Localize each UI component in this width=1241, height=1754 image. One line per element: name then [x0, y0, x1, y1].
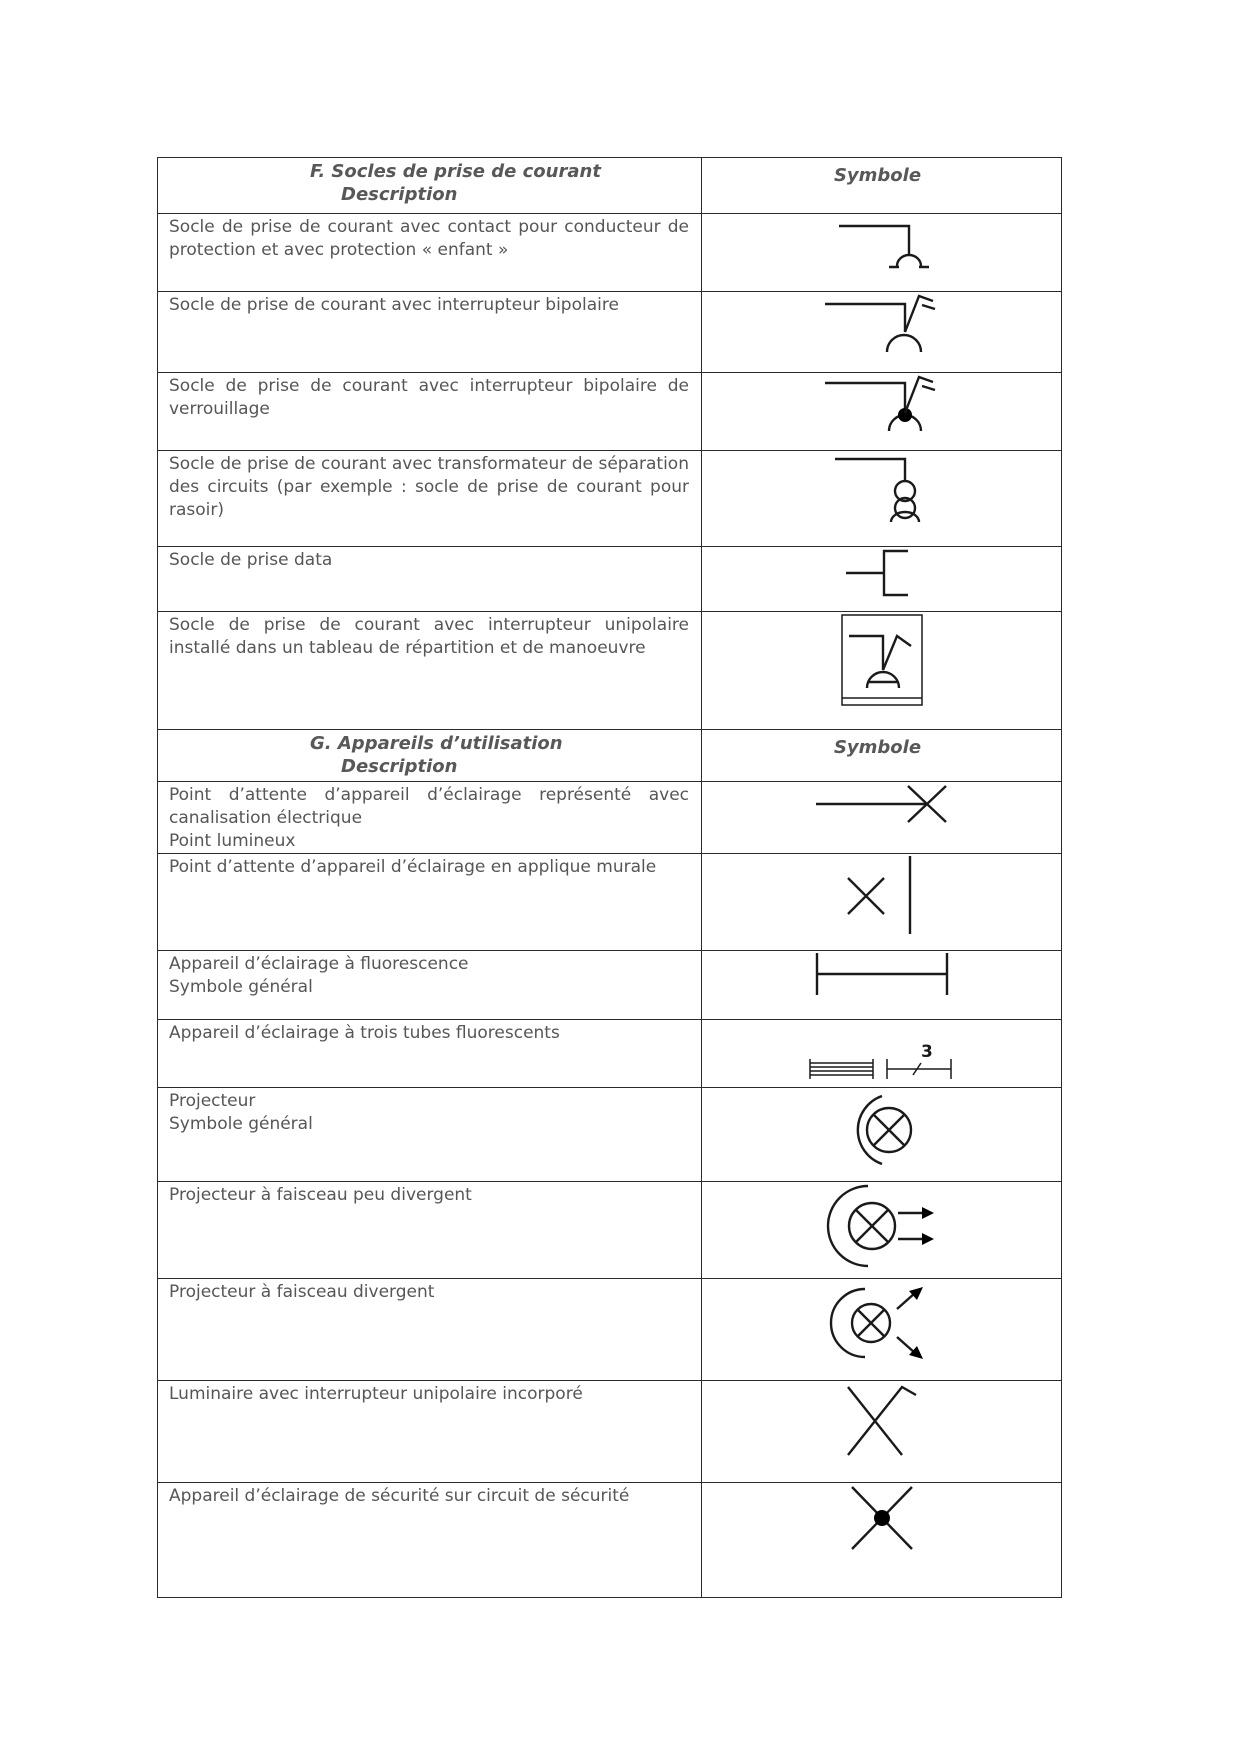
projector-symbol	[842, 1088, 922, 1168]
symbol-cell	[702, 854, 1062, 951]
description-line: Socle de prise de courant avec transformateur de séparation des circuits (par exemple : socle de prise de courant pour rasoir)	[169, 454, 689, 520]
description-text	[158, 292, 701, 317]
symbol-cell	[702, 373, 1062, 451]
emergency-light-symbol	[846, 1483, 918, 1553]
description-cell	[158, 1381, 702, 1483]
description-line: Point d’attente d’appareil d’éclairage en applique murale	[169, 857, 657, 877]
symbol-cell	[702, 547, 1062, 612]
symbol-column-cell	[702, 730, 1062, 782]
symbol-column-cell	[702, 158, 1062, 214]
description-column-header: Description	[341, 184, 458, 205]
description-text	[158, 1279, 701, 1304]
description-cell	[158, 1182, 702, 1279]
description-line: Socle de prise de courant avec interrupteur bipolaire	[169, 295, 619, 315]
fluorescent-symbol	[814, 951, 950, 997]
table-row	[158, 547, 1062, 612]
table-row	[158, 951, 1062, 1020]
description-line: Luminaire avec interrupteur unipolaire incorporé	[169, 1384, 583, 1404]
symbol-cell	[702, 782, 1062, 854]
symbol-cell	[702, 451, 1062, 547]
description-cell	[158, 214, 702, 292]
table-row	[158, 373, 1062, 451]
three-tube-fluorescent-symbol	[807, 1041, 957, 1081]
table-row	[158, 1182, 1062, 1279]
symbol-cell	[702, 1381, 1062, 1483]
description-line: Projecteur à faisceau peu divergent	[169, 1185, 472, 1205]
description-text	[158, 373, 701, 421]
wide-beam-projector-symbol	[827, 1279, 937, 1367]
section-heading	[158, 730, 702, 782]
section-header-row	[158, 158, 1062, 214]
section-header-row	[158, 730, 1062, 782]
socket-transformer-symbol	[827, 451, 937, 523]
description-cell	[158, 854, 702, 951]
table-row	[158, 451, 1062, 547]
description-cell	[158, 1088, 702, 1182]
socket-child-protection-symbol	[827, 214, 937, 274]
symbol-cell	[702, 612, 1062, 730]
description-line: Symbole général	[169, 1114, 313, 1134]
description-line: Point lumineux	[169, 831, 296, 851]
description-column-header: Description	[341, 756, 458, 777]
socket-locking-switch-symbol	[817, 373, 947, 437]
symbol-cell	[702, 1182, 1062, 1279]
table-row	[158, 292, 1062, 373]
section-heading	[158, 158, 702, 214]
table-row	[158, 1020, 1062, 1088]
table-row	[158, 1279, 1062, 1381]
symbol-column-header: Symbole	[833, 737, 922, 758]
luminaire-switch-symbol	[842, 1381, 922, 1461]
description-line: Socle de prise de courant avec contact pour conducteur de protection et avec protection « enfant »	[169, 217, 689, 260]
symbol-column-header: Symbole	[833, 165, 922, 186]
description-cell	[158, 782, 702, 854]
description-line: Socle de prise de courant avec interrupteur bipolaire de verrouillage	[169, 376, 689, 419]
description-line: Point d’attente d’appareil d’éclairage représenté avec canalisation électrique	[169, 785, 689, 828]
description-text	[158, 1088, 701, 1136]
description-text	[158, 1381, 701, 1406]
table-row	[158, 1381, 1062, 1483]
description-line: Appareil d’éclairage de sécurité sur circuit de sécurité	[169, 1486, 630, 1506]
symbol-cell	[702, 1483, 1062, 1598]
description-text	[158, 1182, 701, 1207]
description-cell	[158, 1279, 702, 1381]
description-cell	[158, 292, 702, 373]
description-cell	[158, 451, 702, 547]
symbol-cell	[702, 1088, 1062, 1182]
description-line: Projecteur	[169, 1091, 256, 1111]
description-cell	[158, 1020, 702, 1088]
description-text	[158, 1020, 701, 1045]
table-row	[158, 782, 1062, 854]
section-title: G. Appareils d’utilisation	[310, 733, 563, 754]
description-cell	[158, 612, 702, 730]
symbol-cell	[702, 951, 1062, 1020]
table-row	[158, 612, 1062, 730]
wall-light-symbol	[842, 854, 922, 936]
table-row	[158, 1088, 1062, 1182]
description-cell	[158, 1483, 702, 1598]
section-title: F. Socles de prise de courant	[310, 161, 601, 182]
data-socket-symbol	[842, 547, 922, 599]
description-line: Appareil d’éclairage à trois tubes fluorescents	[169, 1023, 560, 1043]
description-text	[158, 451, 701, 522]
description-text	[158, 547, 701, 572]
description-cell	[158, 373, 702, 451]
description-line: Socle de prise de courant avec interrupteur unipolaire installé dans un tableau de répartition et de manoeuvre	[169, 615, 689, 658]
description-line: Projecteur à faisceau divergent	[169, 1282, 435, 1302]
description-line: Socle de prise data	[169, 550, 333, 570]
description-cell	[158, 547, 702, 612]
description-cell	[158, 951, 702, 1020]
symbol-cell	[702, 1020, 1062, 1088]
socket-panel-switch-symbol	[839, 612, 925, 708]
table-row	[158, 1483, 1062, 1598]
description-text	[158, 612, 701, 660]
description-line: Appareil d’éclairage à fluorescence	[169, 954, 469, 974]
symbol-cell	[702, 1279, 1062, 1381]
description-text	[158, 782, 701, 853]
tube-count-label: 3	[920, 1042, 933, 1062]
description-line: Symbole général	[169, 977, 313, 997]
description-text	[158, 214, 701, 262]
table-row	[158, 854, 1062, 951]
symbol-cell	[702, 292, 1062, 373]
light-point-symbol	[812, 782, 952, 826]
description-text	[158, 854, 701, 879]
symbol-cell	[702, 214, 1062, 292]
description-text	[158, 1483, 701, 1508]
table-row	[158, 214, 1062, 292]
symbol-table	[157, 157, 1062, 1598]
narrow-beam-projector-symbol	[824, 1182, 940, 1270]
socket-bipolar-switch-symbol	[817, 292, 947, 358]
description-text	[158, 951, 701, 999]
